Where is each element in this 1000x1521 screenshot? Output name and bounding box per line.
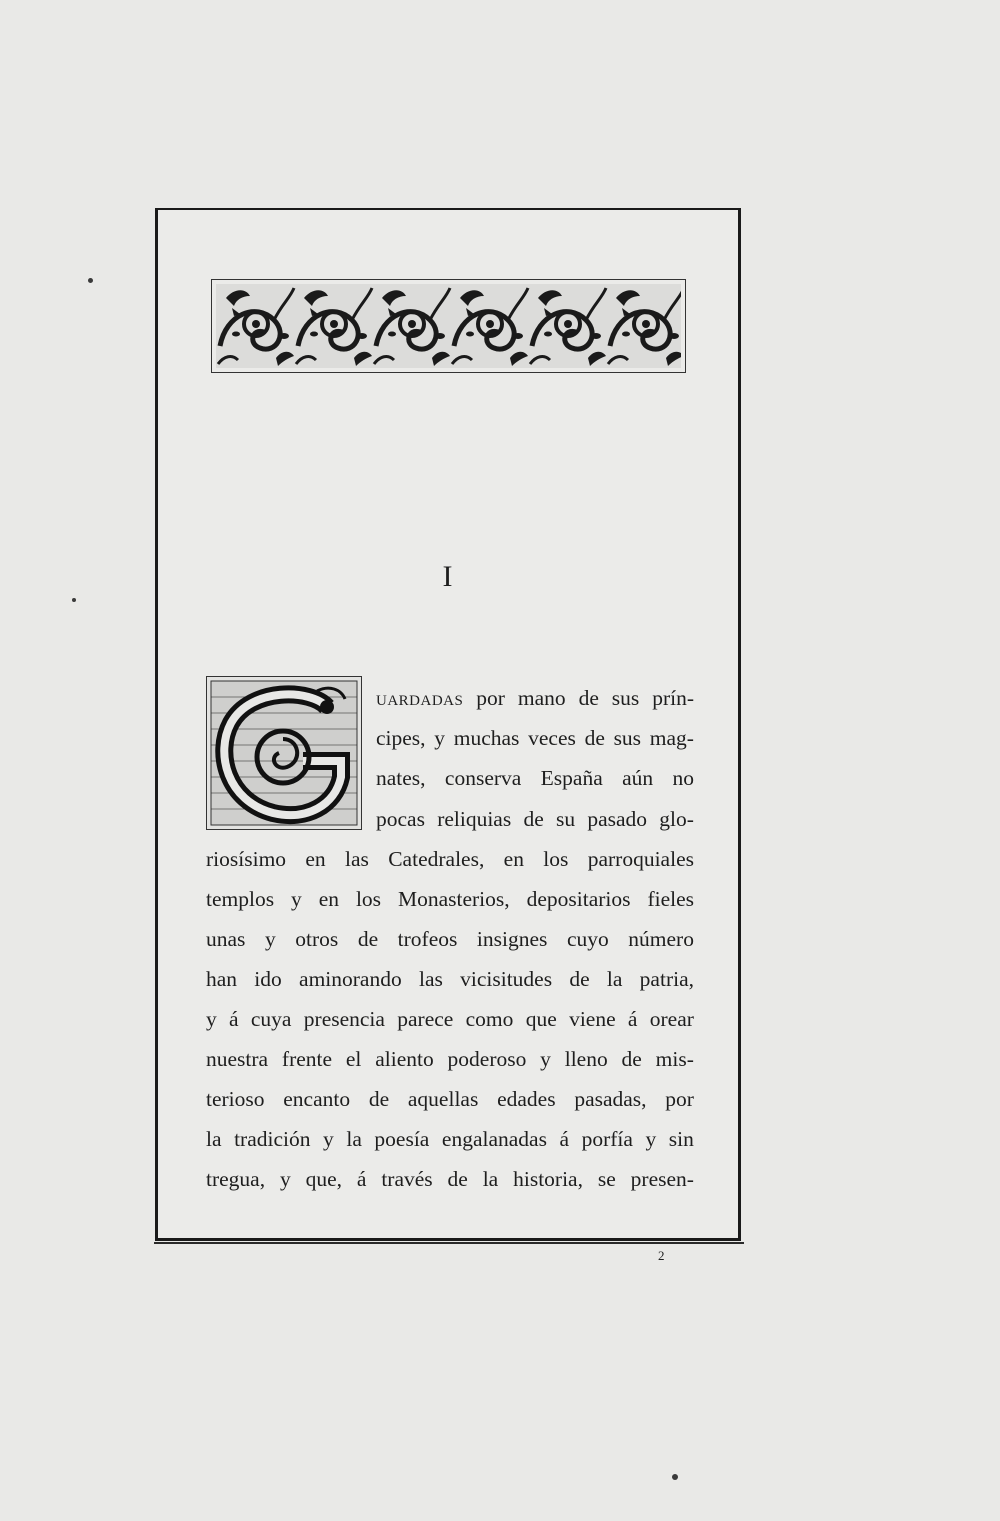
- body-line-12: la tradición y la poesía engalanadas á porfía y sin: [206, 1127, 694, 1151]
- ornament-band: [211, 279, 686, 373]
- paper-speck: [72, 598, 76, 602]
- body-line-2: cipes, y muchas veces de sus mag-: [376, 726, 694, 750]
- page-number: 2: [658, 1248, 665, 1263]
- body-line-1: uardadas por mano de sus prín-: [376, 686, 694, 710]
- body-line-10: nuestra frente el aliento poderoso y lleno de mis-: [206, 1047, 694, 1071]
- floral-scroll-ornament: [216, 284, 681, 368]
- body-line-6: templos y en los Monasterios, depositarios fieles: [206, 887, 694, 911]
- body-line-5: riosísimo en las Catedrales, en los parroquiales: [206, 847, 694, 871]
- paper-speck: [88, 278, 93, 283]
- body-line-11: terioso encanto de aquellas edades pasadas, por: [206, 1087, 694, 1111]
- text-frame: [155, 208, 741, 1241]
- decorated-initial-letter: [207, 677, 361, 829]
- body-line-7: unas y otros de trofeos insignes cuyo número: [206, 927, 694, 951]
- illuminated-initial: [206, 676, 362, 830]
- chapter-numeral: I: [442, 560, 454, 593]
- body-line-3: nates, conserva España aún no: [376, 766, 694, 790]
- body-line-4: pocas reliquias de su pasado glo-: [376, 807, 694, 831]
- body-line-13: tregua, y que, á través de la historia, se presen-: [206, 1167, 694, 1191]
- opening-word: uardadas: [376, 686, 464, 710]
- paper-speck: [672, 1474, 678, 1480]
- body-line-9: y á cuya presencia parece como que viene á orear: [206, 1007, 694, 1031]
- body-line-8: han ido aminorando las vicisitudes de la patria,: [206, 967, 694, 991]
